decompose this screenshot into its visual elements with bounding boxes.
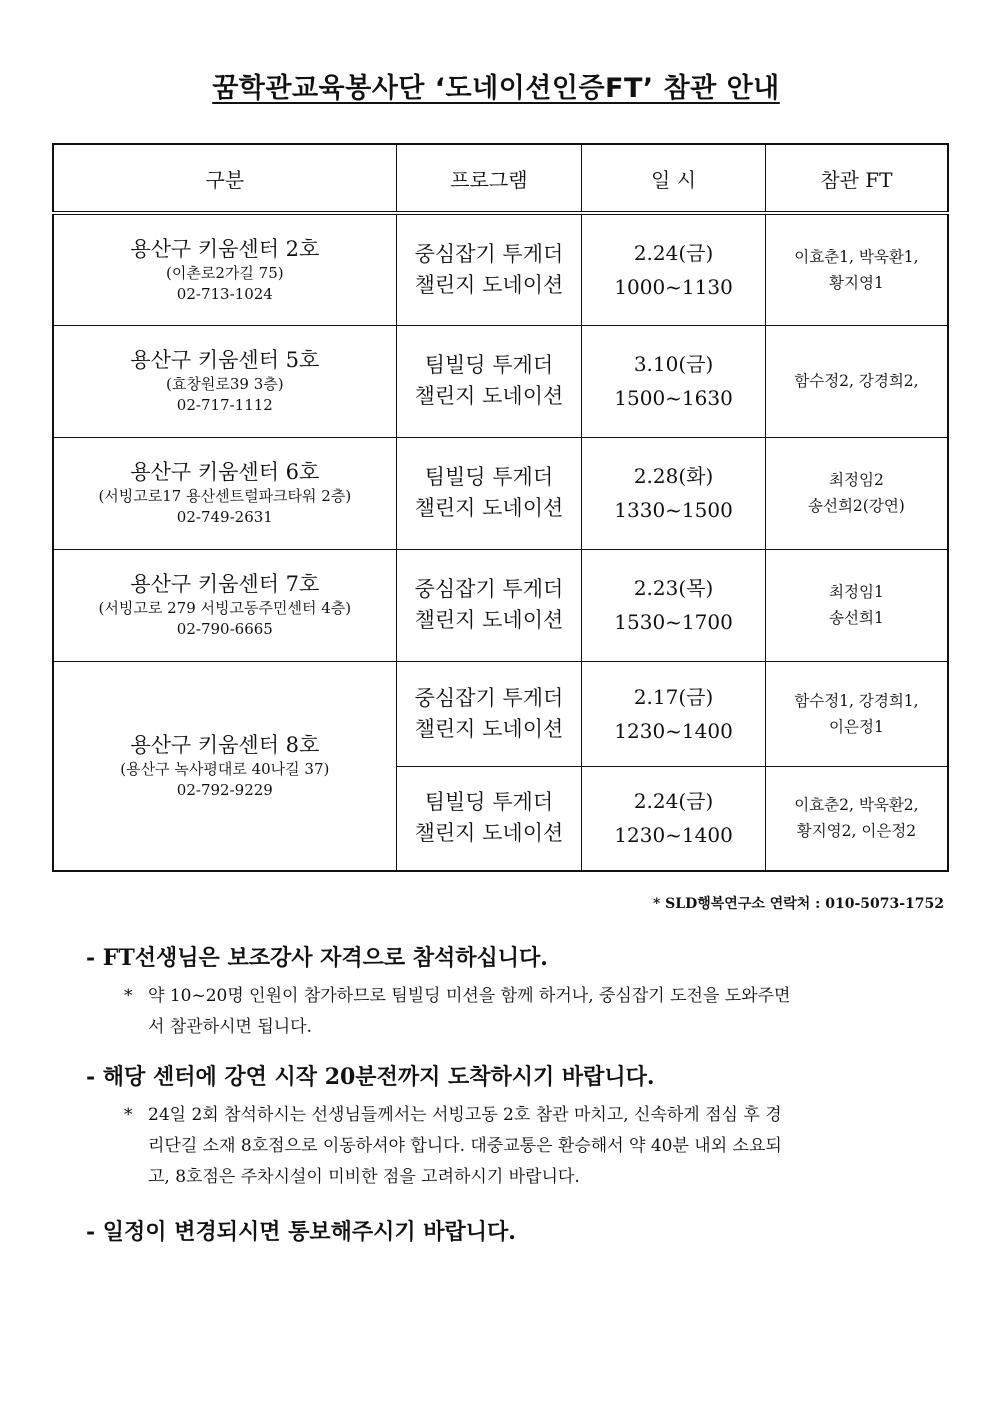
note-2-heading: - 해당 센터에 강연 시작 20분전까지 도착하시기 바랍니다. xyxy=(86,1064,655,1090)
ft-line: 황지영2, 이은정2 xyxy=(796,822,917,841)
header-observer-ft: 참관 FT xyxy=(765,144,948,213)
datetime-cell xyxy=(582,325,766,437)
center-cell xyxy=(53,549,396,661)
program-line: 챌린지 도네이션 xyxy=(414,272,564,297)
ft-cell xyxy=(765,766,948,871)
document-title xyxy=(0,66,992,105)
table-header-row xyxy=(53,144,948,213)
datetime-cell xyxy=(582,437,766,549)
table-row xyxy=(53,213,948,325)
center-phone: 02-717-1112 xyxy=(176,396,273,414)
table-row xyxy=(53,661,948,766)
note-2-line-1: 24일 2회 참석하시는 선생님들께서는 서빙고동 2호 참관 마치고, 신속하게 점심 후 경 xyxy=(148,1105,782,1125)
center-address: (서빙고로 279 서빙고동주민센터 4층) xyxy=(98,599,352,617)
program-line: 챌린지 도네이션 xyxy=(414,384,564,408)
document-title-text: 꿈학관교육봉사단 ‘도네이션인증FT’ 참관 안내 xyxy=(212,73,780,104)
program-line: 챌린지 도네이션 xyxy=(414,608,564,632)
center-name: 용산구 키움센터 5호 xyxy=(130,348,320,372)
program-cell xyxy=(396,766,582,871)
session-time: 1500~1630 xyxy=(614,386,733,410)
program-line: 팀빌딩 투게더 xyxy=(424,353,554,377)
center-phone: 02-792-9229 xyxy=(176,780,273,799)
header-datetime: 일 시 xyxy=(582,144,766,213)
ft-line: 송선희2(강연) xyxy=(808,497,905,515)
ft-line: 이은정1 xyxy=(829,717,884,736)
ft-cell xyxy=(765,213,948,325)
ft-line: 이효춘2, 박욱환2, xyxy=(794,796,919,815)
program-line: 팀빌딩 투게더 xyxy=(424,465,554,489)
center-name: 용산구 키움센터 7호 xyxy=(130,572,320,596)
program-cell xyxy=(396,213,582,325)
session-date: 2.28(화) xyxy=(633,464,714,488)
session-date: 2.24(금) xyxy=(633,240,714,265)
ft-line: 함수정1, 강경희1, xyxy=(794,691,919,710)
center-address: (서빙고로17 용산센트럴파크타워 2층) xyxy=(98,487,352,505)
center-phone: 02-790-6665 xyxy=(176,620,273,638)
center-address: (이촌로2가길 75) xyxy=(166,263,284,282)
session-date: 3.10(금) xyxy=(633,352,714,376)
program-cell xyxy=(396,437,582,549)
note-2-line-3: 고, 8호점은 주차시설이 미비한 점을 고려하시기 바랍니다. xyxy=(148,1167,580,1187)
program-line: 팀빌딩 투게더 xyxy=(424,790,554,815)
ft-line: 황지영1 xyxy=(829,273,884,292)
center-phone: 02-749-2631 xyxy=(176,508,273,526)
ft-line: 최정임2 xyxy=(829,471,884,489)
ft-line: 최정임1 xyxy=(829,583,884,601)
session-time: 1230~1400 xyxy=(614,823,733,848)
table-row xyxy=(53,325,948,437)
ft-line: 이효춘1, 박욱환1, xyxy=(794,247,919,266)
ft-cell xyxy=(765,437,948,549)
schedule-table xyxy=(52,143,949,872)
ft-line: 송선희1 xyxy=(829,609,884,627)
note-1-detail xyxy=(124,981,944,1043)
note-1-heading: - FT선생님은 보조강사 자격으로 참석하십니다. xyxy=(86,945,548,971)
ft-cell xyxy=(765,549,948,661)
table-row xyxy=(53,549,948,661)
program-line: 챌린지 도네이션 xyxy=(414,496,564,520)
header-category: 구분 xyxy=(53,144,396,213)
datetime-cell xyxy=(582,549,766,661)
center-address: (효창원로39 3층) xyxy=(166,375,284,393)
datetime-cell xyxy=(582,766,766,871)
asterisk-bullet: * xyxy=(124,1105,133,1125)
program-line: 중심잡기 투게더 xyxy=(414,241,564,266)
center-cell xyxy=(53,325,396,437)
asterisk-bullet: * xyxy=(124,986,133,1006)
datetime-cell xyxy=(582,661,766,766)
session-time: 1000~1130 xyxy=(614,274,733,299)
session-time: 1330~1500 xyxy=(614,498,733,522)
center-cell xyxy=(53,661,396,871)
note-3-heading: - 일정이 변경되시면 통보해주시기 바랍니다. xyxy=(86,1219,516,1245)
program-cell xyxy=(396,549,582,661)
program-cell xyxy=(396,325,582,437)
program-cell xyxy=(396,661,582,766)
note-2-line-2: 리단길 소재 8호점으로 이동하셔야 합니다. 대중교통은 환승해서 약 40분 내외 소요되 xyxy=(148,1136,782,1156)
session-date: 2.17(금) xyxy=(633,684,714,709)
center-name: 용산구 키움센터 2호 xyxy=(130,236,320,261)
session-time: 1530~1700 xyxy=(614,610,733,634)
center-cell xyxy=(53,213,396,325)
ft-cell xyxy=(765,661,948,766)
center-address: (용산구 녹사평대로 40나길 37) xyxy=(120,759,330,778)
center-phone: 02-713-1024 xyxy=(176,284,273,303)
note-2-detail xyxy=(124,1100,944,1193)
ft-cell xyxy=(765,325,948,437)
contact-note: * SLD행복연구소 연락처 : 010-5073-1752 xyxy=(652,896,944,912)
note-1-line-1: 약 10~20명 인원이 참가하므로 팀빌딩 미션을 함께 하거나, 중심잡기 도전을 도와주면 xyxy=(148,986,791,1006)
table-row xyxy=(53,437,948,549)
datetime-cell xyxy=(582,213,766,325)
session-time: 1230~1400 xyxy=(614,718,733,743)
program-line: 챌린지 도네이션 xyxy=(414,821,564,846)
note-1-line-2: 서 참관하시면 됩니다. xyxy=(148,1017,313,1037)
session-date: 2.23(목) xyxy=(633,576,714,600)
center-name: 용산구 키움센터 8호 xyxy=(130,732,320,757)
program-line: 중심잡기 투게더 xyxy=(414,685,564,710)
center-name: 용산구 키움센터 6호 xyxy=(130,460,320,484)
center-cell xyxy=(53,437,396,549)
program-line: 챌린지 도네이션 xyxy=(414,716,564,741)
header-program: 프로그램 xyxy=(396,144,582,213)
session-date: 2.24(금) xyxy=(633,789,714,814)
program-line: 중심잡기 투게더 xyxy=(414,577,564,601)
ft-line: 함수정2, 강경희2, xyxy=(794,372,919,390)
